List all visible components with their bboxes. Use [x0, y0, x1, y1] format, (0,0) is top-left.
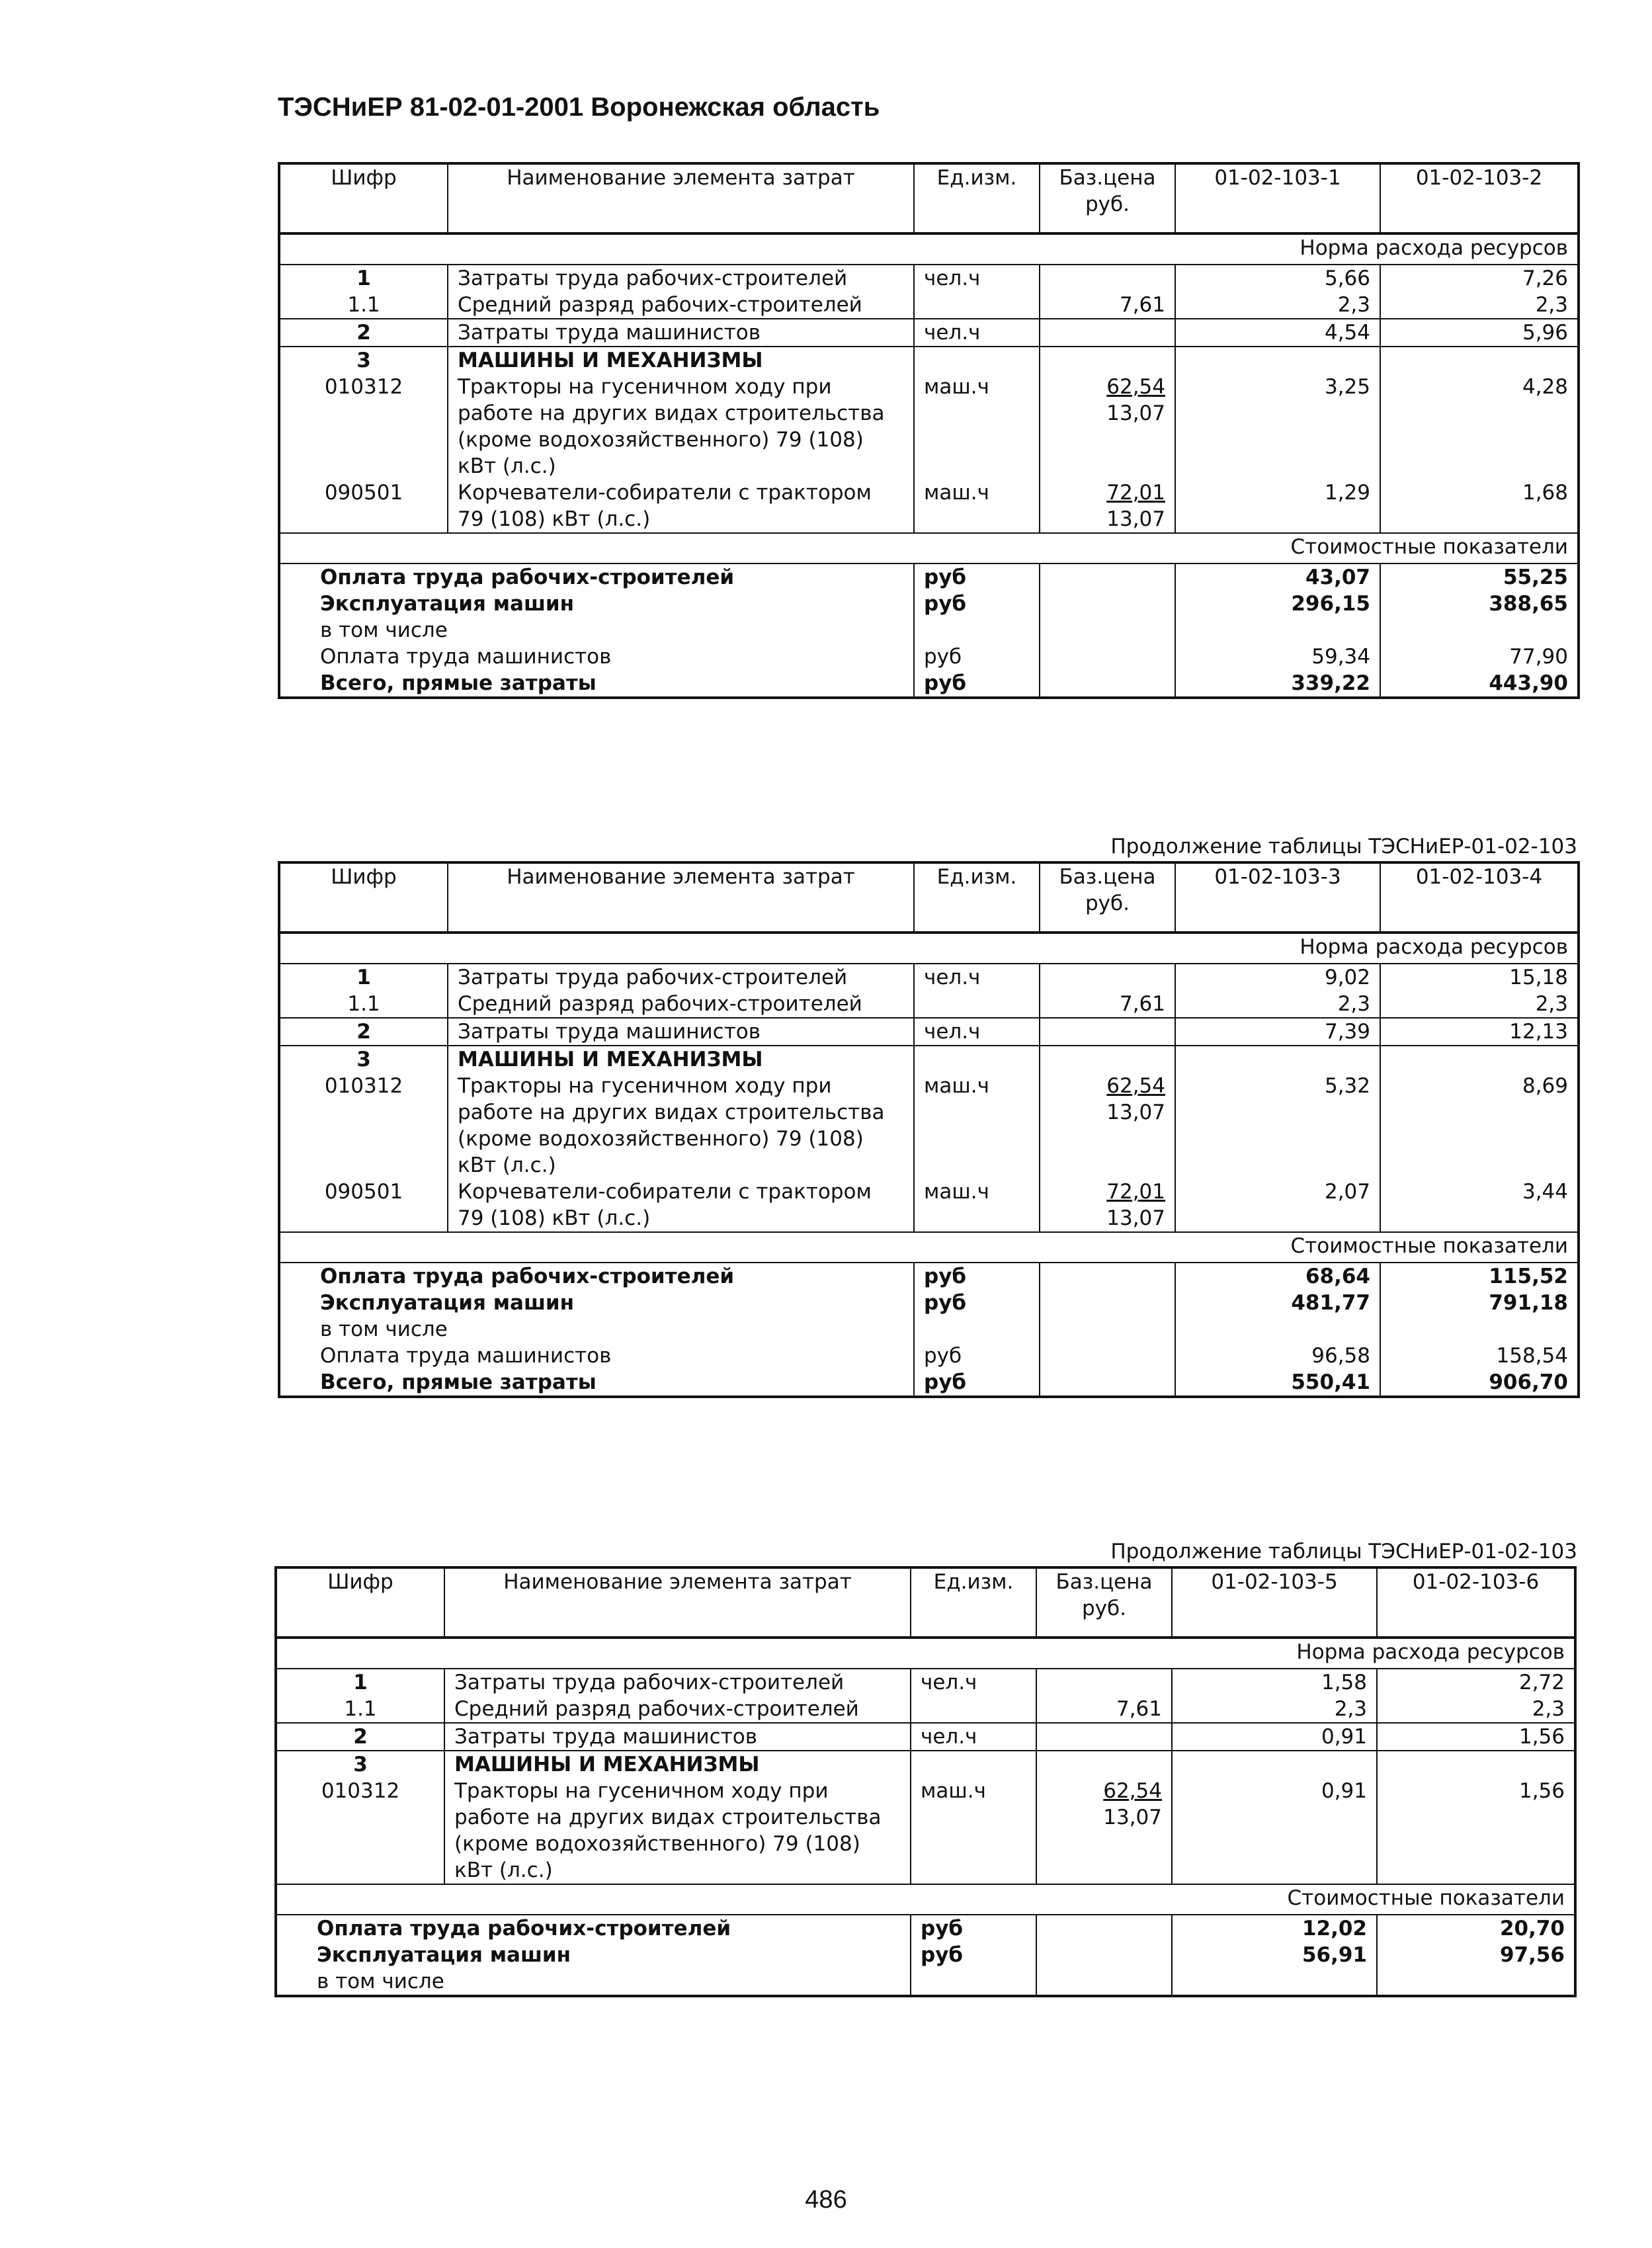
cost-value-b: 115,52	[1380, 1263, 1579, 1290]
cost-value-b: 97,56	[1377, 1942, 1575, 1968]
row-unit: чел.ч	[914, 1018, 1040, 1046]
header-col-a: 01-02-103-5	[1172, 1567, 1377, 1638]
header-price: Баз.цена руб.	[1036, 1567, 1172, 1638]
row-code: 3	[356, 1048, 371, 1071]
row-code: 3	[353, 1753, 368, 1776]
norm-table-3	[274, 1566, 1577, 1997]
row-name: Тракторы на гусеничном ходу при работе на других видах строительства (кроме водохозяйственного) 79 (108) кВт (л.с.)	[448, 1073, 914, 1179]
row-name: Корчеватели-собиратели с трактором 79 (108) кВт (л.с.)	[448, 1179, 914, 1232]
cost-value-a: 550,41	[1175, 1369, 1380, 1397]
header-name: Наименование элемента затрат	[448, 163, 914, 233]
price-main: 72,01	[1106, 1180, 1165, 1204]
row-value-a: 2,07	[1175, 1179, 1380, 1232]
cost-unit: руб	[911, 1942, 1036, 1968]
row-unit: маш.ч	[914, 374, 1040, 479]
section-cost-label: Стоимостные показатели	[279, 533, 1579, 563]
cost-row	[279, 1316, 1579, 1343]
cost-value-b: 443,90	[1380, 670, 1579, 698]
row-unit	[914, 991, 1040, 1018]
row-unit: чел.ч	[914, 319, 1040, 347]
cost-label: Оплата труда рабочих-строителей	[320, 565, 735, 589]
cost-label: в том числе	[320, 1317, 448, 1341]
cost-unit: руб	[914, 1290, 1040, 1316]
header-col-b: 01-02-103-2	[1380, 163, 1579, 233]
cost-label: Оплата труда машинистов	[320, 645, 612, 669]
row-name: Затраты труда рабочих-строителей	[444, 1669, 911, 1696]
table-row	[279, 479, 1579, 533]
row-value-b: 2,3	[1377, 1696, 1575, 1723]
header-col-a: 01-02-103-3	[1175, 862, 1380, 933]
row-code: 1	[356, 267, 371, 290]
table-caption: Продолжение таблицы ТЭСНиЕР-01-02-103	[1110, 1540, 1577, 1563]
table-row	[279, 1073, 1579, 1179]
section-norm-label: Норма расхода ресурсов	[279, 933, 1579, 964]
cost-unit: руб	[914, 1343, 1040, 1369]
row-price	[1040, 1073, 1175, 1179]
row-price: 7,61	[1040, 292, 1175, 319]
cost-value-a: 12,02	[1172, 1915, 1377, 1942]
row-value-b: 15,18	[1380, 964, 1579, 991]
row-price	[1040, 319, 1175, 347]
row-unit	[911, 1696, 1036, 1723]
header-price: Баз.цена руб.	[1040, 163, 1175, 233]
row-code: 2	[279, 319, 448, 347]
cost-row	[276, 1915, 1575, 1942]
row-price	[1036, 1723, 1172, 1751]
row-value-b: 1,56	[1377, 1723, 1575, 1751]
cost-unit: руб	[914, 644, 1040, 670]
cost-row	[276, 1942, 1575, 1968]
row-name: Корчеватели-собиратели с трактором 79 (108) кВт (л.с.)	[448, 479, 914, 533]
header-col-b: 01-02-103-6	[1377, 1567, 1575, 1638]
cost-label: Эксплуатация машин	[317, 1943, 571, 1967]
cost-row	[279, 670, 1579, 698]
cost-value-b: 55,25	[1380, 563, 1579, 591]
row-price	[1040, 479, 1175, 533]
row-name: Средний разряд рабочих-строителей	[448, 292, 914, 319]
cost-label: Эксплуатация машин	[320, 1291, 575, 1315]
row-code: 090501	[279, 479, 448, 533]
table-row	[279, 1179, 1579, 1232]
cost-label: Всего, прямые затраты	[320, 1370, 597, 1394]
row-name: Затраты труда рабочих-строителей	[448, 964, 914, 991]
row-code: 1	[353, 1671, 368, 1694]
header-price: Баз.цена руб.	[1040, 862, 1175, 933]
cost-unit: руб	[911, 1915, 1036, 1942]
table-row	[279, 374, 1579, 479]
header-unit: Ед.изм.	[914, 163, 1040, 233]
cost-label: Оплата труда машинистов	[320, 1344, 612, 1368]
row-value-a: 2,3	[1172, 1696, 1377, 1723]
row-name: Затраты труда машинистов	[448, 319, 914, 347]
row-unit: маш.ч	[914, 1073, 1040, 1179]
cost-value-a: 68,64	[1175, 1263, 1380, 1290]
price-main: 62,54	[1106, 375, 1165, 399]
section-norm-label: Норма расхода ресурсов	[279, 233, 1579, 265]
table-row	[279, 1046, 1579, 1073]
row-name: Средний разряд рабочих-строителей	[444, 1696, 911, 1723]
row-price	[1036, 1778, 1172, 1884]
norm-table-1	[278, 162, 1580, 699]
cost-value-b: 20,70	[1377, 1915, 1575, 1942]
row-price: 7,61	[1036, 1696, 1172, 1723]
row-code: 090501	[279, 1179, 448, 1232]
row-value-a: 1,58	[1172, 1669, 1377, 1696]
machines-header: МАШИНЫ И МЕХАНИЗМЫ	[448, 1046, 914, 1073]
table-row	[276, 1696, 1575, 1723]
cost-row	[279, 591, 1579, 617]
price-main: 62,54	[1103, 1779, 1162, 1803]
header-col-b: 01-02-103-4	[1380, 862, 1579, 933]
row-name: Тракторы на гусеничном ходу при работе на других видах строительства (кроме водохозяйственного) 79 (108) кВт (л.с.)	[444, 1778, 911, 1884]
cost-value-b: 77,90	[1380, 644, 1579, 670]
row-value-a: 9,02	[1175, 964, 1380, 991]
row-value-a: 1,29	[1175, 479, 1380, 533]
norm-table-2	[278, 861, 1580, 1398]
cost-value-a: 96,58	[1175, 1343, 1380, 1369]
row-value-b: 2,3	[1380, 292, 1579, 319]
row-code: 010312	[324, 375, 403, 399]
header-name: Наименование элемента затрат	[444, 1567, 911, 1638]
cost-label: Всего, прямые затраты	[320, 671, 597, 695]
row-unit	[914, 292, 1040, 319]
row-unit: чел.ч	[911, 1669, 1036, 1696]
row-unit: чел.ч	[914, 265, 1040, 292]
row-unit: маш.ч	[911, 1778, 1036, 1884]
machines-header: МАШИНЫ И МЕХАНИЗМЫ	[444, 1751, 911, 1778]
cost-label: в том числе	[320, 618, 448, 642]
row-value-a: 2,3	[1175, 292, 1380, 319]
row-value-a: 0,91	[1172, 1778, 1377, 1884]
row-code: 1.1	[276, 1696, 444, 1723]
row-value-b: 4,28	[1380, 374, 1579, 479]
table-row	[279, 964, 1579, 991]
row-value-a: 3,25	[1175, 374, 1380, 479]
price-operator: 13,07	[1103, 1806, 1162, 1829]
table-row	[279, 1018, 1579, 1046]
header-col-a: 01-02-103-1	[1175, 163, 1380, 233]
row-code: 2	[276, 1723, 444, 1751]
row-value-a: 2,3	[1175, 991, 1380, 1018]
table-row	[279, 319, 1579, 347]
row-name: Затраты труда машинистов	[444, 1723, 911, 1751]
cost-value-b: 791,18	[1380, 1290, 1579, 1316]
cost-unit: руб	[914, 563, 1040, 591]
header-code: Шифр	[276, 1567, 444, 1638]
row-value-b: 7,26	[1380, 265, 1579, 292]
table-row	[276, 1751, 1575, 1778]
row-code: 1.1	[279, 292, 448, 319]
row-name: Средний разряд рабочих-строителей	[448, 991, 914, 1018]
row-value-b: 12,13	[1380, 1018, 1579, 1046]
table-row	[279, 292, 1579, 319]
row-code: 1	[356, 966, 371, 989]
row-price	[1036, 1669, 1172, 1696]
cost-row	[279, 1290, 1579, 1316]
table-header-row	[279, 862, 1579, 933]
row-value-b: 1,68	[1380, 479, 1579, 533]
cost-unit: руб	[914, 670, 1040, 698]
row-unit: маш.ч	[914, 479, 1040, 533]
cost-value-b: 388,65	[1380, 591, 1579, 617]
row-code: 010312	[276, 1778, 444, 1884]
row-value-a: 5,66	[1175, 265, 1380, 292]
section-cost-label: Стоимостные показатели	[276, 1884, 1575, 1915]
row-value-b: 2,3	[1380, 991, 1579, 1018]
cost-row	[276, 1968, 1575, 1996]
row-value-b: 2,72	[1377, 1669, 1575, 1696]
cost-value-a: 296,15	[1175, 591, 1380, 617]
table-row	[279, 991, 1579, 1018]
price-operator: 13,07	[1106, 1206, 1165, 1230]
table-caption: Продолжение таблицы ТЭСНиЕР-01-02-103	[1110, 835, 1577, 858]
row-name: Затраты труда машинистов	[448, 1018, 914, 1046]
section-norm-label: Норма расхода ресурсов	[276, 1638, 1575, 1669]
price-operator: 13,07	[1106, 401, 1165, 425]
table-row	[279, 347, 1579, 374]
cost-row	[279, 644, 1579, 670]
header-code: Шифр	[279, 862, 448, 933]
table-header-row	[279, 163, 1579, 233]
cost-label: Оплата труда рабочих-строителей	[320, 1265, 735, 1288]
row-price	[1040, 964, 1175, 991]
cost-label: в том числе	[317, 1970, 444, 1993]
table-row	[276, 1778, 1575, 1884]
table-row	[276, 1723, 1575, 1751]
cost-value-a: 43,07	[1175, 563, 1380, 591]
table-row	[276, 1669, 1575, 1696]
row-value-b: 3,44	[1380, 1179, 1579, 1232]
cost-label: Оплата труда рабочих-строителей	[317, 1917, 731, 1940]
document-title: ТЭСНиЕР 81-02-01-2001 Воронежская область	[278, 93, 880, 122]
row-price	[1040, 1018, 1175, 1046]
cost-row	[279, 1263, 1579, 1290]
cost-value-a: 481,77	[1175, 1290, 1380, 1316]
cost-label: Эксплуатация машин	[320, 592, 575, 616]
cost-value-a: 339,22	[1175, 670, 1380, 698]
header-unit: Ед.изм.	[914, 862, 1040, 933]
row-code: 3	[356, 349, 371, 372]
row-unit: чел.ч	[914, 964, 1040, 991]
row-price	[1040, 374, 1175, 479]
section-cost-label: Стоимостные показатели	[279, 1232, 1579, 1263]
cost-row	[279, 1369, 1579, 1397]
row-unit: чел.ч	[911, 1723, 1036, 1751]
row-value-a: 0,91	[1172, 1723, 1377, 1751]
row-code: 2	[279, 1018, 448, 1046]
price-main: 72,01	[1106, 481, 1165, 505]
row-value-b: 1,56	[1377, 1778, 1575, 1884]
price-operator: 13,07	[1106, 507, 1165, 531]
row-name: Затраты труда рабочих-строителей	[448, 265, 914, 292]
row-value-b: 8,69	[1380, 1073, 1579, 1179]
header-name: Наименование элемента затрат	[448, 862, 914, 933]
row-unit: маш.ч	[914, 1179, 1040, 1232]
cost-value-b: 158,54	[1380, 1343, 1579, 1369]
row-price	[1040, 1179, 1175, 1232]
cost-unit: руб	[914, 1369, 1040, 1397]
row-value-b: 5,96	[1380, 319, 1579, 347]
machines-header: МАШИНЫ И МЕХАНИЗМЫ	[448, 347, 914, 374]
cost-row	[279, 563, 1579, 591]
row-value-a: 4,54	[1175, 319, 1380, 347]
cost-row	[279, 617, 1579, 644]
table-header-row	[276, 1567, 1575, 1638]
table-row	[279, 265, 1579, 292]
row-price: 7,61	[1040, 991, 1175, 1018]
price-main: 62,54	[1106, 1074, 1165, 1098]
row-code: 1.1	[279, 991, 448, 1018]
price-operator: 13,07	[1106, 1101, 1165, 1124]
cost-unit: руб	[914, 1263, 1040, 1290]
cost-unit: руб	[914, 591, 1040, 617]
cost-row	[279, 1343, 1579, 1369]
row-price	[1040, 265, 1175, 292]
row-value-a: 5,32	[1175, 1073, 1380, 1179]
cost-value-a: 59,34	[1175, 644, 1380, 670]
header-code: Шифр	[279, 163, 448, 233]
row-code: 010312	[324, 1074, 403, 1098]
row-value-a: 7,39	[1175, 1018, 1380, 1046]
row-name: Тракторы на гусеничном ходу при работе на других видах строительства (кроме водохозяйственного) 79 (108) кВт (л.с.)	[448, 374, 914, 479]
header-unit: Ед.изм.	[911, 1567, 1036, 1638]
cost-value-a: 56,91	[1172, 1942, 1377, 1968]
page-number: 486	[805, 2186, 847, 2214]
cost-value-b: 906,70	[1380, 1369, 1579, 1397]
